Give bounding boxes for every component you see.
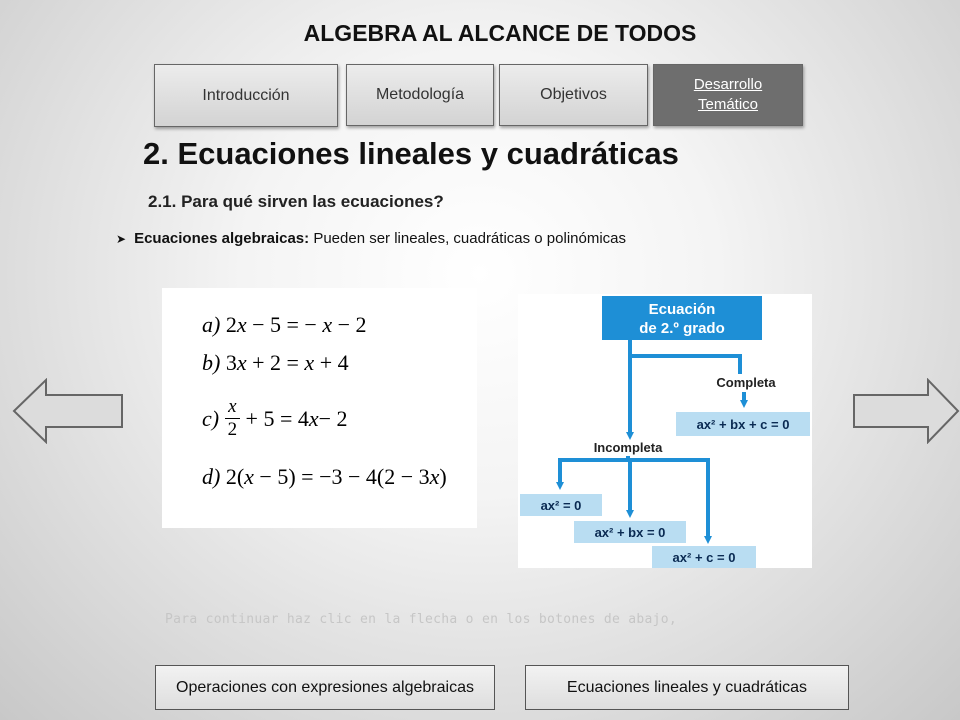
bullet-item <box>116 230 626 247</box>
next-topic-label: Ecuaciones lineales y cuadráticas <box>566 678 808 696</box>
bullet-text: Pueden ser lineales, cuadráticas o polinómicas <box>309 230 627 247</box>
tab-desarrollo-tematico-label: Desarrollo Temático <box>693 76 763 113</box>
tab-introduccion[interactable] <box>154 64 338 127</box>
diagram-complete-label: Completa <box>716 375 776 390</box>
equation-examples-image <box>162 288 477 528</box>
equation-a-label: a) <box>202 312 221 337</box>
arrow-left-icon <box>12 378 124 444</box>
inc-eq1: ax² = 0 <box>540 498 582 513</box>
tab-desarrollo-tematico[interactable] <box>653 64 803 126</box>
tab-introduccion-label: Introducción <box>202 86 290 104</box>
bullet-bold-text: Ecuaciones algebraicas: <box>134 230 310 247</box>
section-title: 2. Ecuaciones lineales y cuadráticas <box>143 136 679 171</box>
main-title: ALGEBRA AL ALCANCE DE TODOS <box>303 20 697 46</box>
equation-c-label: c) <box>202 405 220 431</box>
inc-eq3: ax² + c = 0 <box>672 550 736 565</box>
equation-b-label: b) <box>202 350 221 375</box>
equation-c: c) x 2 + 5 = 4 x − 2 <box>202 396 348 440</box>
connector-inc-1 <box>560 456 628 486</box>
subsection-title: 2.1. Para qué sirven las ecuaciones? <box>148 192 444 211</box>
complete-eq: ax² + bx + c = 0 <box>696 417 790 432</box>
diagram-root-line2: de 2.º grado <box>639 320 725 337</box>
tab-objetivos[interactable] <box>499 64 648 126</box>
equation-d: d) 2(x − 5) = −3 − 4(2 − 3x) <box>202 464 447 489</box>
inc-eq2: ax² + bx = 0 <box>594 525 666 540</box>
tab-metodologia[interactable] <box>346 64 494 126</box>
diagram-root-line1: Ecuación <box>648 301 716 318</box>
prev-topic-label: Operaciones con expresiones algebraicas <box>176 678 474 696</box>
next-arrow-button[interactable] <box>852 378 960 444</box>
connector-complete <box>630 340 740 374</box>
continue-hint: Para continuar haz clic en la flecha o en los botones de abajo, <box>165 612 677 627</box>
bullet-arrow-icon: ➤ <box>116 232 127 246</box>
quadratic-diagram-svg <box>518 294 812 568</box>
next-topic-button[interactable] <box>525 665 849 710</box>
equation-b: b) 3x + 2 = x + 4 <box>202 350 349 375</box>
tab-metodologia-label: Metodología <box>375 86 465 103</box>
quadratic-diagram <box>518 294 812 568</box>
diagram-incomplete-label: Incompleta <box>593 440 663 455</box>
tab-objetivos-label: Objetivos <box>540 86 607 103</box>
prev-topic-button[interactable] <box>155 665 495 710</box>
equation-d-label: d) <box>202 464 221 489</box>
prev-arrow-button[interactable] <box>12 378 124 444</box>
arrow-right-icon <box>852 378 960 444</box>
equation-a: a) 2x − 5 = − x − 2 <box>202 312 367 337</box>
